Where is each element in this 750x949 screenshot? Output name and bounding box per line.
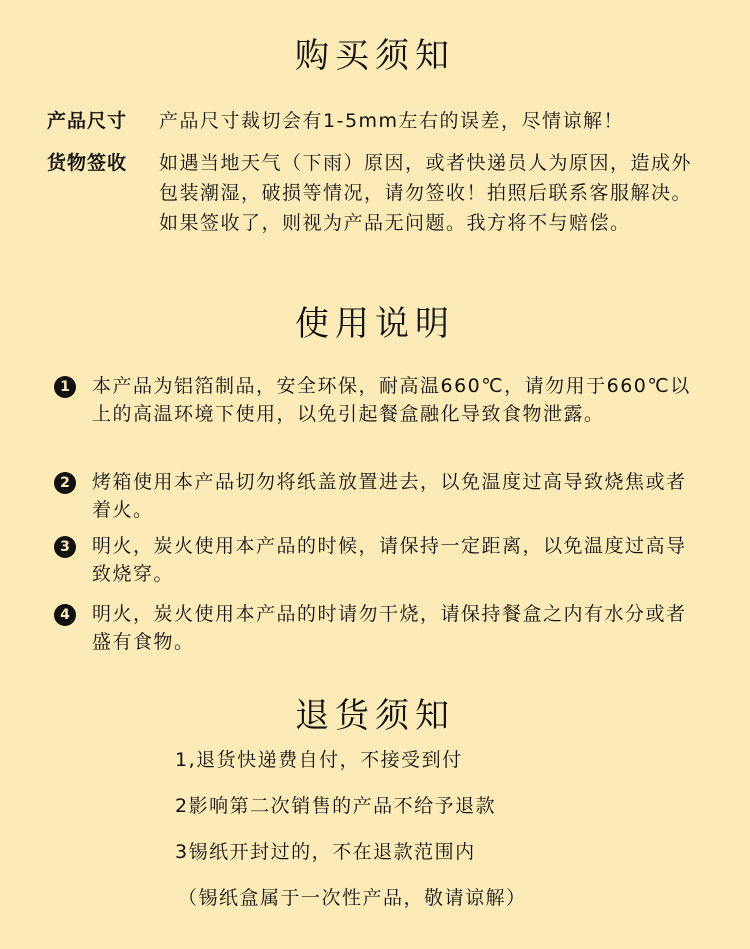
usage-item-1-text: 本产品为铝箔制品，安全环保，耐高温660℃，请勿用于660℃以上的高温环境下使用，以免引起餐盒融化导致食物泄露。: [92, 375, 691, 425]
purchase-notice-title: 购买须知: [295, 36, 455, 76]
usage-item-4: [54, 600, 720, 656]
usage-instructions-title: 使用说明: [295, 304, 455, 344]
goods-receipt-label: 货物签收: [47, 152, 128, 174]
number-1-badge: 1: [54, 376, 76, 398]
number-3-badge: 3: [54, 536, 76, 558]
goods-receipt-row: [47, 148, 720, 238]
number-4-badge: 4: [54, 604, 76, 626]
usage-item-1: [54, 372, 720, 428]
product-size-text: 产品尺寸裁切会有1-5mm左右的误差，尽情谅解！: [159, 110, 625, 132]
usage-item-3: [54, 532, 720, 588]
return-line-2: 2影响第二次销售的产品不给予退款: [175, 795, 497, 817]
return-line-4: （锡纸盒属于一次性产品，敬请谅解）: [178, 887, 527, 909]
usage-item-4-text: 明火，炭火使用本产品的时请勿干烧，请保持餐盒之内有水分或者盛有食物。: [92, 603, 687, 653]
usage-item-3-text: 明火，炭火使用本产品的时候，请保持一定距离，以免温度过高导致烧穿。: [92, 535, 687, 585]
return-line-3: 3锡纸开封过的，不在退款范围内: [175, 841, 476, 863]
usage-item-2: [54, 468, 720, 524]
goods-receipt-text: 如遇当地天气（下雨）原因，或者快递员人为原因，造成外包装潮湿，破损等情况，请勿签收！拍照后联系客服解决。如果签收了，则视为产品无问题。我方将不与赔偿。: [159, 152, 693, 234]
product-size-row: [47, 106, 720, 136]
number-2-badge: 2: [54, 472, 76, 494]
return-notice-title: 退货须知: [295, 696, 455, 736]
usage-item-2-text: 烤箱使用本产品切勿将纸盖放置进去，以免温度过高导致烧焦或者着火。: [92, 471, 687, 521]
return-line-1: 1,退货快递费自付，不接受到付: [175, 749, 463, 771]
product-size-label: 产品尺寸: [47, 110, 128, 132]
